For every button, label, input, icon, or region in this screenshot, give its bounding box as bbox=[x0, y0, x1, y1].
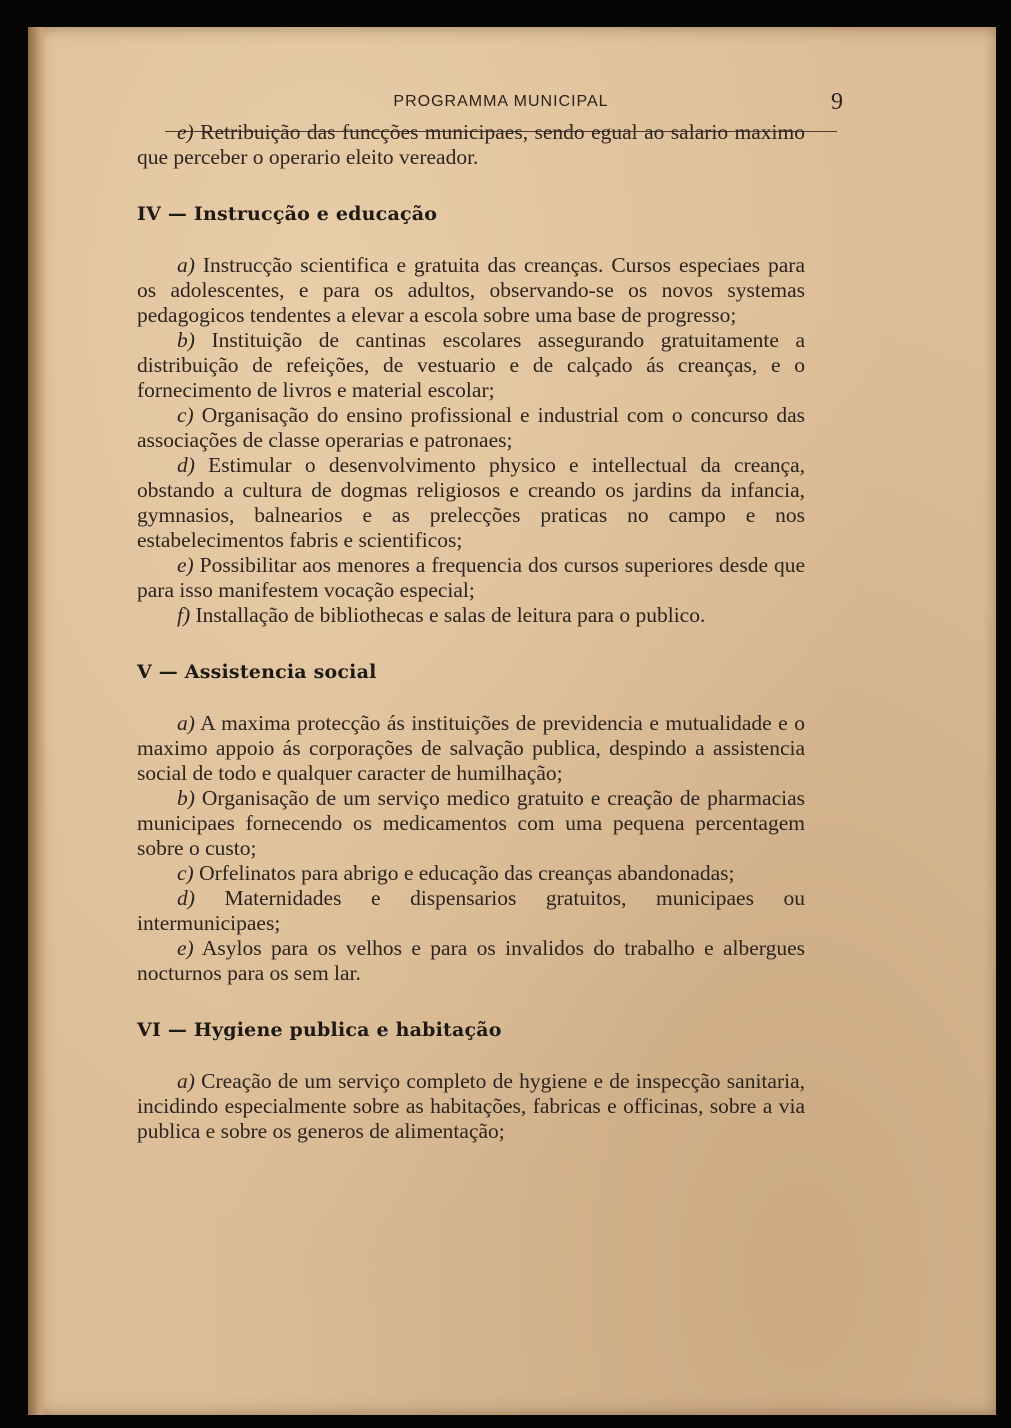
list-item bbox=[137, 936, 805, 986]
list-item bbox=[137, 553, 805, 603]
item-text: Instrucção scientifica e gratuita das creanças. Cursos especiaes para os adolescentes, e para os adultos, observando-se os novos systemas pedagogicos tendentes a elevar a escola sobre uma base de progresso; bbox=[137, 253, 806, 327]
page-body bbox=[137, 120, 805, 1144]
item-letter: c) bbox=[177, 861, 194, 885]
item-letter: e) bbox=[177, 120, 194, 144]
item-letter: b) bbox=[177, 328, 195, 352]
item-letter: e) bbox=[177, 936, 194, 960]
item-text: Orfelinatos para abrigo e educação das creanças abandonadas; bbox=[199, 861, 735, 885]
list-item bbox=[137, 403, 805, 453]
list-item bbox=[137, 253, 805, 328]
item-text: A maxima protecção ás instituições de previdencia e mutualidade e o maximo appoio ás corporações de salvação publica, despindo a assistencia social de todo e qualquer caracter de humilhação; bbox=[137, 711, 805, 785]
list-item bbox=[137, 603, 805, 628]
item-letter: d) bbox=[177, 453, 195, 477]
page-number: 9 bbox=[831, 89, 843, 115]
item-text: Organisação do ensino profissional e industrial com o concurso das associações de classe operarias e patronaes; bbox=[137, 403, 805, 452]
list-item bbox=[137, 786, 805, 861]
item-letter: a) bbox=[177, 711, 195, 735]
item-letter: e) bbox=[177, 553, 194, 577]
item-text: Retribuição das funcções municipaes, sendo egual ao salario maximo que perceber o operario eleito vereador. bbox=[137, 120, 806, 169]
list-item bbox=[137, 120, 805, 170]
item-text: Asylos para os velhos e para os invalidos do trabalho e albergues nocturnos para os sem lar. bbox=[137, 936, 805, 985]
item-text: Installação de bibliothecas e salas de leitura para o publico. bbox=[195, 603, 706, 627]
list-item bbox=[137, 328, 805, 403]
item-text: Instituição de cantinas escolares assegurando gratuitamente a distribuição de refeições, de vestuario e de calçado ás creanças, e o fornecimento de livros e material escolar; bbox=[137, 328, 805, 402]
list-item bbox=[137, 861, 805, 886]
list-item bbox=[137, 886, 805, 936]
item-text: Creação de um serviço completo de hygiene e de inspecção sanitaria, incidindo especialmente sobre as habitações, fabricas e officinas, sobre a via publica e sobre os generos de alimentação; bbox=[137, 1069, 805, 1143]
item-text: Organisação de um serviço medico gratuito e creação de pharmacias municipaes fornecendo os medicamentos com uma pequena percentagem sobre o custo; bbox=[137, 786, 805, 860]
item-text: Maternidades e dispensarios gratuitos, municipaes ou intermunicipaes; bbox=[137, 886, 805, 935]
section-heading-vi: VI — Hygiene publica e habitação bbox=[137, 1019, 502, 1041]
list-item bbox=[137, 453, 805, 553]
list-item bbox=[137, 1069, 805, 1144]
item-text: Estimular o desenvolvimento physico e intellectual da creança, obstando a cultura de dogmas religiosos e creando os jardins da infancia, gymnasios, balnearios e as prelecções praticas no campo e nos estabelecimentos fabris e scientificos; bbox=[137, 453, 805, 552]
section-heading-iv: IV — Instrucção e educação bbox=[137, 203, 438, 225]
item-letter: f) bbox=[177, 603, 191, 627]
item-letter: b) bbox=[177, 786, 195, 810]
section-heading-v: V — Assistencia social bbox=[137, 661, 377, 683]
list-item bbox=[137, 711, 805, 786]
item-letter: a) bbox=[177, 1069, 195, 1093]
running-title: PROGRAMMA MUNICIPAL bbox=[393, 93, 609, 110]
item-letter: a) bbox=[177, 253, 195, 277]
item-letter: c) bbox=[177, 403, 194, 427]
item-letter: d) bbox=[177, 886, 195, 910]
item-text: Possibilitar aos menores a frequencia dos cursos superiores desde que para isso manifestem vocação especial; bbox=[137, 553, 805, 602]
page-spine-shadow bbox=[28, 27, 46, 1415]
